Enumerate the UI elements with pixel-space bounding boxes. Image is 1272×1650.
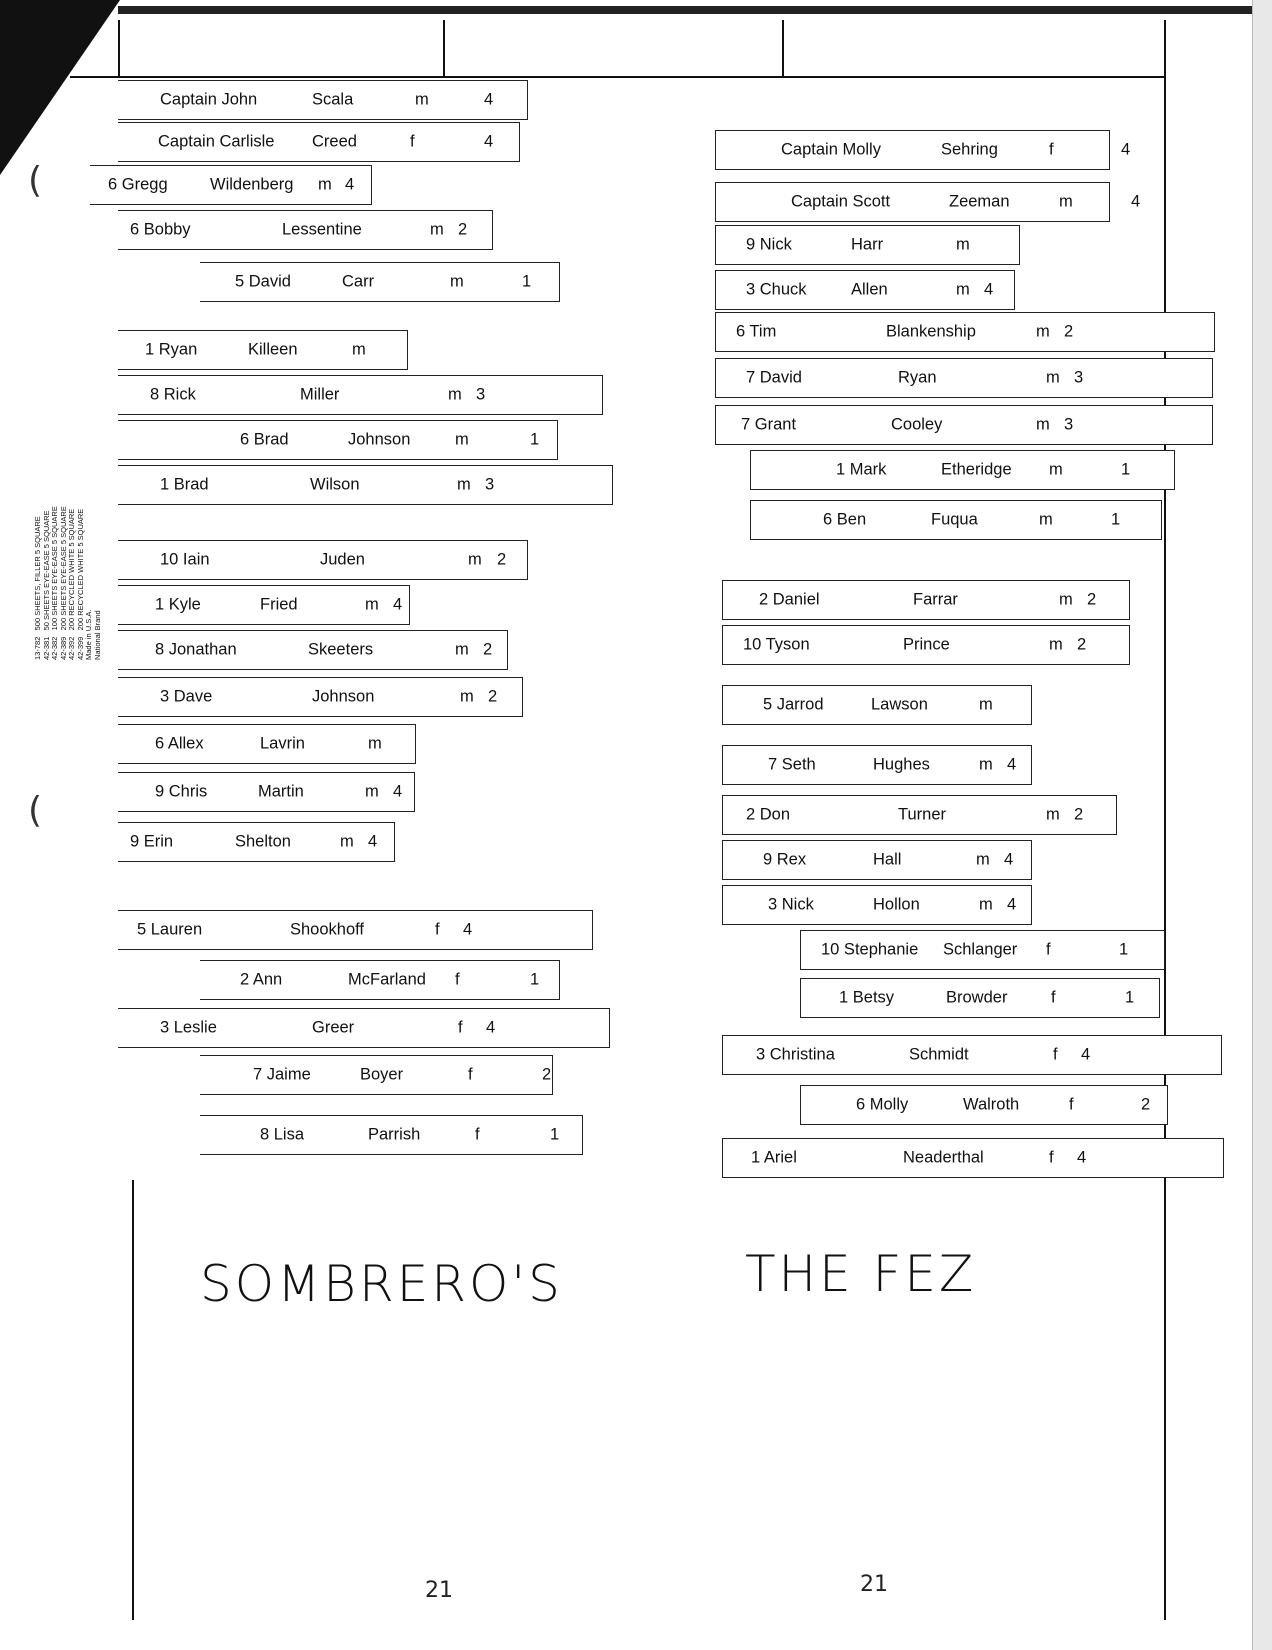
player-row bbox=[800, 930, 1165, 970]
player-level: 1 bbox=[1121, 460, 1131, 479]
player-gender: m bbox=[455, 430, 469, 449]
player-row bbox=[118, 677, 523, 717]
player-gender: m bbox=[1059, 590, 1073, 609]
player-last-name: Fried bbox=[260, 595, 298, 614]
player-level: 2 bbox=[1077, 635, 1087, 654]
player-row bbox=[722, 795, 1117, 835]
player-level: 4 bbox=[486, 1018, 496, 1037]
player-gender: f bbox=[1049, 1148, 1054, 1167]
player-first-name: 9 Nick bbox=[746, 235, 792, 254]
player-row bbox=[118, 822, 395, 862]
player-last-name: Walroth bbox=[963, 1095, 1020, 1114]
player-gender: f bbox=[410, 132, 415, 151]
player-first-name: Captain Carlisle bbox=[158, 132, 275, 151]
player-row bbox=[118, 375, 603, 415]
player-row bbox=[118, 420, 558, 460]
player-row bbox=[118, 80, 528, 120]
player-first-name: 10 Stephanie bbox=[821, 940, 919, 959]
header-divider bbox=[782, 20, 784, 76]
header-divider bbox=[118, 20, 120, 76]
player-gender: m bbox=[365, 595, 379, 614]
player-row bbox=[118, 585, 410, 625]
player-last-name: Etheridge bbox=[941, 460, 1012, 479]
player-last-name: Ryan bbox=[898, 368, 937, 387]
player-level: 2 bbox=[542, 1065, 552, 1084]
player-first-name: 6 Bobby bbox=[130, 220, 191, 239]
player-first-name: 3 Leslie bbox=[160, 1018, 217, 1037]
player-first-name: 7 David bbox=[746, 368, 802, 387]
player-level: 4 bbox=[1081, 1045, 1091, 1064]
player-last-name: Shookhoff bbox=[290, 920, 365, 939]
player-row bbox=[800, 1085, 1168, 1125]
player-first-name: 5 Lauren bbox=[137, 920, 203, 939]
player-first-name: 1 Mark bbox=[836, 460, 887, 479]
player-gender: m bbox=[468, 550, 482, 569]
player-level: 4 bbox=[1007, 755, 1017, 774]
player-last-name: Prince bbox=[903, 635, 950, 654]
player-gender: m bbox=[450, 272, 464, 291]
player-first-name: 7 Seth bbox=[768, 755, 816, 774]
player-row bbox=[715, 182, 1141, 222]
player-row bbox=[722, 1035, 1222, 1075]
page-right-edge bbox=[1252, 0, 1272, 1650]
left-margin-rule bbox=[132, 1180, 134, 1620]
player-row bbox=[715, 405, 1213, 445]
player-level: 3 bbox=[476, 385, 486, 404]
player-level: 1 bbox=[1111, 510, 1121, 529]
player-row bbox=[750, 500, 1162, 540]
right-team-count: 21 bbox=[860, 1572, 888, 1597]
player-first-name: Captain Molly bbox=[781, 140, 881, 159]
player-gender: f bbox=[1046, 940, 1051, 959]
player-last-name: Killeen bbox=[248, 340, 298, 359]
player-row bbox=[722, 580, 1130, 620]
player-level: 4 bbox=[1121, 140, 1131, 159]
player-gender: m bbox=[318, 175, 332, 194]
player-gender: m bbox=[1036, 322, 1050, 341]
player-last-name: Lavrin bbox=[260, 734, 305, 753]
player-last-name: Scala bbox=[312, 90, 354, 109]
player-level: 3 bbox=[1064, 415, 1074, 434]
player-last-name: Sehring bbox=[941, 140, 998, 159]
player-level: 4 bbox=[345, 175, 355, 194]
player-last-name: Juden bbox=[320, 550, 365, 569]
player-gender: m bbox=[1039, 510, 1053, 529]
player-first-name: Captain John bbox=[160, 90, 258, 109]
player-gender: m bbox=[430, 220, 444, 239]
player-level: 4 bbox=[393, 595, 403, 614]
player-first-name: 6 Molly bbox=[856, 1095, 909, 1114]
player-level: 4 bbox=[393, 782, 403, 801]
player-row bbox=[715, 270, 1015, 310]
player-row bbox=[750, 450, 1175, 490]
left-team-count: 21 bbox=[425, 1578, 453, 1603]
player-gender: f bbox=[1053, 1045, 1058, 1064]
player-first-name: 10 Tyson bbox=[743, 635, 810, 654]
player-gender: m bbox=[352, 340, 366, 359]
player-gender: m bbox=[1059, 192, 1073, 211]
player-last-name: Johnson bbox=[348, 430, 411, 449]
player-first-name: 3 Dave bbox=[160, 687, 213, 706]
player-level: 4 bbox=[484, 132, 494, 151]
player-last-name: Martin bbox=[258, 782, 304, 801]
player-level: 2 bbox=[483, 640, 493, 659]
player-last-name: Hall bbox=[873, 850, 902, 869]
player-level: 4 bbox=[1077, 1148, 1087, 1167]
player-last-name: Wilson bbox=[310, 475, 360, 494]
player-row bbox=[715, 358, 1213, 398]
player-gender: m bbox=[448, 385, 462, 404]
player-last-name: Wildenberg bbox=[210, 175, 294, 194]
player-last-name: Parrish bbox=[368, 1125, 421, 1144]
player-first-name: 6 Allex bbox=[155, 734, 204, 753]
player-first-name: 1 Betsy bbox=[839, 988, 895, 1007]
player-gender: m bbox=[979, 695, 993, 714]
player-last-name: Lawson bbox=[871, 695, 928, 714]
player-first-name: 3 Nick bbox=[768, 895, 814, 914]
player-last-name: Schmidt bbox=[909, 1045, 969, 1064]
player-level: 4 bbox=[1004, 850, 1014, 869]
player-gender: f bbox=[1069, 1095, 1074, 1114]
player-level: 4 bbox=[1131, 192, 1141, 211]
player-first-name: 9 Chris bbox=[155, 782, 208, 801]
player-gender: f bbox=[468, 1065, 473, 1084]
player-row bbox=[722, 685, 1032, 725]
player-level: 2 bbox=[488, 687, 498, 706]
player-gender: f bbox=[1049, 140, 1054, 159]
brand-text: 13-782 500 SHEETS, FILLER 5 SQUARE 42-381 50 SHEETS EYE-EASE 5 SQUARE 42-382 100 SHEETS EYE-EASE 5 SQUARE 42-389 200 SHEETS EYE-EASE 5 SQUARE 42-392 200 RECYCLED WHITE 5 SQUARE 42-399 200 RECYCLED WHITE 5 SQUARE Made in U.S.A. National Brand bbox=[33, 506, 102, 660]
player-gender: m bbox=[368, 734, 382, 753]
player-first-name: 5 Jarrod bbox=[763, 695, 824, 714]
player-level: 1 bbox=[550, 1125, 560, 1144]
paper-brand-label bbox=[33, 330, 102, 670]
player-first-name: 10 Iain bbox=[160, 550, 210, 569]
player-gender: f bbox=[435, 920, 440, 939]
player-last-name: Neaderthal bbox=[903, 1148, 984, 1167]
player-first-name: 3 Christina bbox=[756, 1045, 835, 1064]
header-rule bbox=[70, 76, 1165, 78]
player-gender: m bbox=[976, 850, 990, 869]
player-first-name: 6 Gregg bbox=[108, 175, 168, 194]
player-first-name: 6 Ben bbox=[823, 510, 867, 529]
player-row bbox=[715, 225, 1020, 265]
player-level: 1 bbox=[1119, 940, 1129, 959]
player-level: 1 bbox=[1125, 988, 1135, 1007]
player-last-name: Browder bbox=[946, 988, 1008, 1007]
player-gender: m bbox=[1036, 415, 1050, 434]
player-row bbox=[118, 540, 528, 580]
player-last-name: Shelton bbox=[235, 832, 291, 851]
player-row bbox=[118, 210, 493, 250]
player-gender: f bbox=[1051, 988, 1056, 1007]
player-row bbox=[118, 724, 416, 764]
player-last-name: Fuqua bbox=[931, 510, 978, 529]
player-first-name: 8 Jonathan bbox=[155, 640, 237, 659]
player-last-name: Hollon bbox=[873, 895, 920, 914]
player-last-name: Creed bbox=[312, 132, 357, 151]
player-last-name: Harr bbox=[851, 235, 884, 254]
player-row bbox=[200, 960, 560, 1000]
player-row bbox=[118, 465, 613, 505]
player-level: 1 bbox=[530, 430, 540, 449]
player-last-name: Greer bbox=[312, 1018, 355, 1037]
player-row bbox=[118, 122, 520, 162]
player-last-name: Zeeman bbox=[949, 192, 1010, 211]
player-level: 4 bbox=[1007, 895, 1017, 914]
right-margin-rule bbox=[1164, 20, 1166, 1620]
player-first-name: 1 Brad bbox=[160, 475, 209, 494]
player-first-name: 5 David bbox=[235, 272, 291, 291]
player-row bbox=[715, 130, 1131, 170]
player-last-name: Blankenship bbox=[886, 322, 976, 341]
player-row bbox=[200, 1115, 583, 1155]
player-last-name: Johnson bbox=[312, 687, 375, 706]
player-gender: m bbox=[457, 475, 471, 494]
hole-punch: ( bbox=[28, 160, 43, 201]
player-gender: m bbox=[1046, 805, 1060, 824]
player-level: 2 bbox=[1074, 805, 1084, 824]
player-row bbox=[722, 1138, 1224, 1178]
player-last-name: Miller bbox=[300, 385, 340, 404]
player-row bbox=[118, 330, 408, 370]
player-first-name: 6 Brad bbox=[240, 430, 289, 449]
player-last-name: Schlanger bbox=[943, 940, 1018, 959]
player-first-name: 8 Rick bbox=[150, 385, 196, 404]
player-first-name: 6 Tim bbox=[736, 322, 777, 341]
player-level: 4 bbox=[484, 90, 494, 109]
player-gender: m bbox=[1046, 368, 1060, 387]
player-level: 2 bbox=[1064, 322, 1074, 341]
right-team-name: THE FEZ bbox=[745, 1245, 977, 1303]
player-level: 4 bbox=[463, 920, 473, 939]
header-divider bbox=[443, 20, 445, 76]
player-row bbox=[118, 1008, 610, 1048]
player-level: 4 bbox=[368, 832, 378, 851]
player-first-name: 7 Grant bbox=[741, 415, 797, 434]
player-last-name: Boyer bbox=[360, 1065, 404, 1084]
player-last-name: Skeeters bbox=[308, 640, 374, 659]
player-first-name: 1 Ryan bbox=[145, 340, 198, 359]
player-last-name: Carr bbox=[342, 272, 375, 291]
player-gender: m bbox=[415, 90, 429, 109]
player-last-name: Lessentine bbox=[282, 220, 362, 239]
player-row bbox=[90, 165, 372, 205]
player-level: 1 bbox=[530, 970, 540, 989]
player-level: 3 bbox=[485, 475, 495, 494]
player-last-name: Cooley bbox=[891, 415, 943, 434]
player-level: 2 bbox=[458, 220, 468, 239]
player-first-name: 2 Ann bbox=[240, 970, 283, 989]
player-level: 2 bbox=[1141, 1095, 1151, 1114]
player-first-name: 9 Rex bbox=[763, 850, 807, 869]
player-gender: m bbox=[455, 640, 469, 659]
player-level: 2 bbox=[1087, 590, 1097, 609]
player-first-name: Captain Scott bbox=[791, 192, 891, 211]
left-team-name: SOMBRERO'S bbox=[200, 1255, 563, 1313]
player-level: 3 bbox=[1074, 368, 1084, 387]
player-first-name: 9 Erin bbox=[130, 832, 174, 851]
hole-punch: ( bbox=[28, 790, 43, 831]
player-row bbox=[722, 625, 1130, 665]
player-last-name: Turner bbox=[898, 805, 946, 824]
player-first-name: 1 Ariel bbox=[751, 1148, 797, 1167]
player-row bbox=[118, 910, 593, 950]
player-gender: m bbox=[1049, 635, 1063, 654]
scan-corner-shadow bbox=[0, 0, 120, 175]
player-first-name: 2 Don bbox=[746, 805, 791, 824]
player-level: 1 bbox=[522, 272, 532, 291]
top-edge bbox=[118, 6, 1260, 14]
player-first-name: 8 Lisa bbox=[260, 1125, 305, 1144]
player-gender: m bbox=[979, 755, 993, 774]
player-row bbox=[722, 745, 1032, 785]
player-gender: f bbox=[475, 1125, 480, 1144]
player-first-name: 2 Daniel bbox=[759, 590, 820, 609]
player-gender: m bbox=[956, 280, 970, 299]
player-gender: m bbox=[460, 687, 474, 706]
player-gender: m bbox=[1049, 460, 1063, 479]
player-first-name: 7 Jaime bbox=[253, 1065, 311, 1084]
player-level: 4 bbox=[984, 280, 994, 299]
player-row bbox=[715, 312, 1215, 352]
player-level: 2 bbox=[497, 550, 507, 569]
player-last-name: Farrar bbox=[913, 590, 958, 609]
player-row bbox=[200, 1055, 553, 1095]
player-gender: f bbox=[458, 1018, 463, 1037]
player-gender: m bbox=[956, 235, 970, 254]
player-last-name: McFarland bbox=[348, 970, 426, 989]
player-last-name: Hughes bbox=[873, 755, 930, 774]
player-gender: m bbox=[340, 832, 354, 851]
player-first-name: 3 Chuck bbox=[746, 280, 807, 299]
player-first-name: 1 Kyle bbox=[155, 595, 201, 614]
player-row bbox=[722, 885, 1032, 925]
player-row bbox=[722, 840, 1032, 880]
player-row bbox=[118, 772, 415, 812]
player-gender: m bbox=[365, 782, 379, 801]
player-gender: m bbox=[979, 895, 993, 914]
player-gender: f bbox=[455, 970, 460, 989]
player-last-name: Allen bbox=[851, 280, 888, 299]
player-row bbox=[800, 978, 1160, 1018]
player-row bbox=[200, 262, 560, 302]
player-row bbox=[118, 630, 508, 670]
